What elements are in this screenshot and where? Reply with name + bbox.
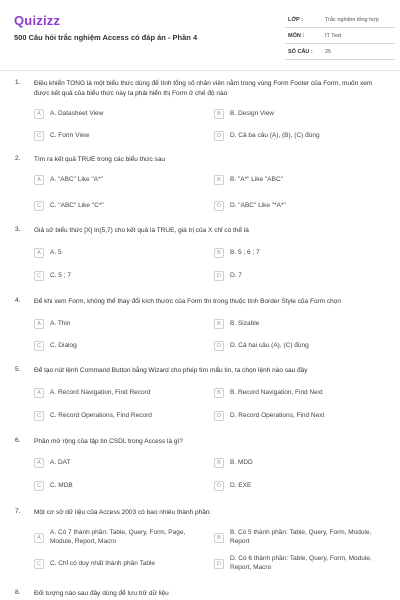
option-letter-box: D bbox=[214, 411, 224, 421]
option-letter-box: D bbox=[214, 481, 224, 491]
option-letter-box: D bbox=[214, 271, 224, 281]
option-text: A. Có 7 thành phần: Table, Query, Form, Page, Module, Report, Macro bbox=[50, 529, 186, 545]
option-letter-box: A bbox=[34, 175, 44, 185]
option-text: B. "A*" Like "ABC" bbox=[230, 176, 283, 183]
header-divider bbox=[0, 70, 400, 71]
option-letter-box: A bbox=[34, 248, 44, 258]
option-text: A. Datasheet View bbox=[50, 110, 104, 117]
option-text: D. Record Operations, Find Next bbox=[230, 412, 325, 419]
option-text: B. Record Navigation, Find Next bbox=[230, 389, 323, 396]
question-number: 4. bbox=[15, 297, 21, 304]
question-number: 8. bbox=[15, 589, 21, 596]
option-letter-box: B bbox=[214, 458, 224, 468]
meta-value: IT Test bbox=[325, 33, 342, 39]
option-letter-box: D bbox=[214, 341, 224, 351]
option-letter-box: C bbox=[34, 271, 44, 281]
question-number: 6. bbox=[15, 437, 21, 444]
option-letter-box: C bbox=[34, 201, 44, 211]
meta-label: SỐ CÂU : bbox=[288, 49, 313, 55]
question-number: 7. bbox=[15, 508, 21, 515]
option-letter-box: C bbox=[34, 481, 44, 491]
option-text: D. 7 bbox=[230, 272, 242, 279]
option-letter-box: A bbox=[34, 458, 44, 468]
option-text: B. Design View bbox=[230, 110, 274, 117]
option-text: A. 5 bbox=[50, 249, 62, 256]
option-letter-box: B bbox=[214, 319, 224, 329]
option-text: C. Dialog bbox=[50, 342, 77, 349]
option-text: A. Thin bbox=[50, 320, 71, 327]
option-text: D. Cả hai câu (A), (C) đúng bbox=[230, 342, 309, 349]
meta-value: Trắc nghiệm tổng hợp bbox=[325, 17, 379, 23]
question-number: 1. bbox=[15, 79, 21, 86]
option-letter-box: D bbox=[214, 131, 224, 141]
option-text: C. 5 ; 7 bbox=[50, 272, 71, 279]
option-letter-box: B bbox=[214, 533, 224, 543]
worksheet-header bbox=[0, 0, 400, 70]
meta-value: 25 bbox=[325, 49, 332, 55]
question-text: Phần mở rộng của tập tin CSDL trong Access là gì? bbox=[34, 438, 183, 445]
option-text: C. Chỉ có duy nhất thành phần Table bbox=[50, 560, 156, 567]
meta-row-class bbox=[285, 14, 395, 28]
question-number: 5. bbox=[15, 366, 21, 373]
option-letter-box: C bbox=[34, 559, 44, 569]
option-letter-box: D bbox=[214, 201, 224, 211]
option-text: B. MDD bbox=[230, 459, 253, 466]
option-text: D. Có 6 thành phần: Table, Query, Form, Module, Report, Macro bbox=[230, 555, 372, 571]
question-number: 3. bbox=[15, 226, 21, 233]
worksheet-meta bbox=[285, 14, 395, 62]
option-text: D. Cả ba câu (A), (B), (C) đúng bbox=[230, 132, 320, 139]
meta-label: MÔN : bbox=[288, 33, 305, 39]
option-letter-box: B bbox=[214, 175, 224, 185]
option-letter-box: B bbox=[214, 388, 224, 398]
page-title: 500 Câu hỏi trắc nghiệm Access có đáp án - Phần 4 bbox=[14, 33, 198, 42]
option-letter-box: A bbox=[34, 319, 44, 329]
meta-row-subject bbox=[285, 30, 395, 44]
option-letter-box: A bbox=[34, 109, 44, 119]
option-text: C. "ABC" Like "C*" bbox=[50, 202, 104, 209]
question-text: Điều khiển TONG là một biểu thức dùng để tính tổng số nhân viên nằm trong vùng Form Footer của Form, muốn xem được kết quả của biểu thức này ta phải hiển thị Form ở chế độ nào bbox=[34, 80, 373, 97]
option-text: C. MDB bbox=[50, 482, 73, 489]
question-text: Giả sử biểu thức [X] In(5,7) cho kết quả là TRUE, giá trị của X chỉ có thể là bbox=[34, 227, 249, 234]
option-text: B. Sizable bbox=[230, 320, 260, 327]
question-text: Để khi xem Form, không thể thay đổi kích thước của Form thì trong thuộc tính Border Style của Form chọn bbox=[34, 298, 342, 305]
option-text: C. Form View bbox=[50, 132, 90, 139]
option-text: B. 5 ; 6 ; 7 bbox=[230, 249, 260, 256]
option-text: A. "ABC" Like "A*" bbox=[50, 176, 103, 183]
option-letter-box: A bbox=[34, 388, 44, 398]
option-letter-box: C bbox=[34, 131, 44, 141]
question-text: Tìm ra kết quả TRUE trong các biểu thức sau bbox=[34, 156, 166, 163]
quizizz-logo: Quizizz bbox=[14, 13, 61, 28]
question-text: Để tạo nút lệnh Command Button bằng Wizard cho phép tìm mẩu tin, ta chọn lệnh nào sau đây bbox=[34, 367, 308, 374]
question-text: Một cơ sở dữ liệu của Access 2003 có bao nhiêu thành phần: bbox=[34, 509, 212, 516]
option-text: C. Record Operations, Find Record bbox=[50, 412, 152, 419]
option-text: B. Có 5 thành phần: Table, Query, Form, Module, Report bbox=[230, 529, 372, 545]
option-letter-box: D bbox=[214, 559, 224, 569]
option-text: A. DAT bbox=[50, 459, 71, 466]
meta-label: LỚP : bbox=[288, 17, 303, 23]
option-text: A. Record Navigation, Find Record bbox=[50, 389, 151, 396]
option-letter-box: B bbox=[214, 248, 224, 258]
option-text: D. EXE bbox=[230, 482, 252, 489]
option-letter-box: B bbox=[214, 109, 224, 119]
question-text: Đối tượng nào sau đây dùng để lưu trữ dữ liệu bbox=[34, 590, 169, 597]
option-text: D. "ABC" Like "*A*" bbox=[230, 202, 286, 209]
question-number: 2. bbox=[15, 155, 21, 162]
option-letter-box: A bbox=[34, 533, 44, 543]
option-letter-box: C bbox=[34, 341, 44, 351]
option-letter-box: C bbox=[34, 411, 44, 421]
meta-row-count bbox=[285, 46, 395, 60]
